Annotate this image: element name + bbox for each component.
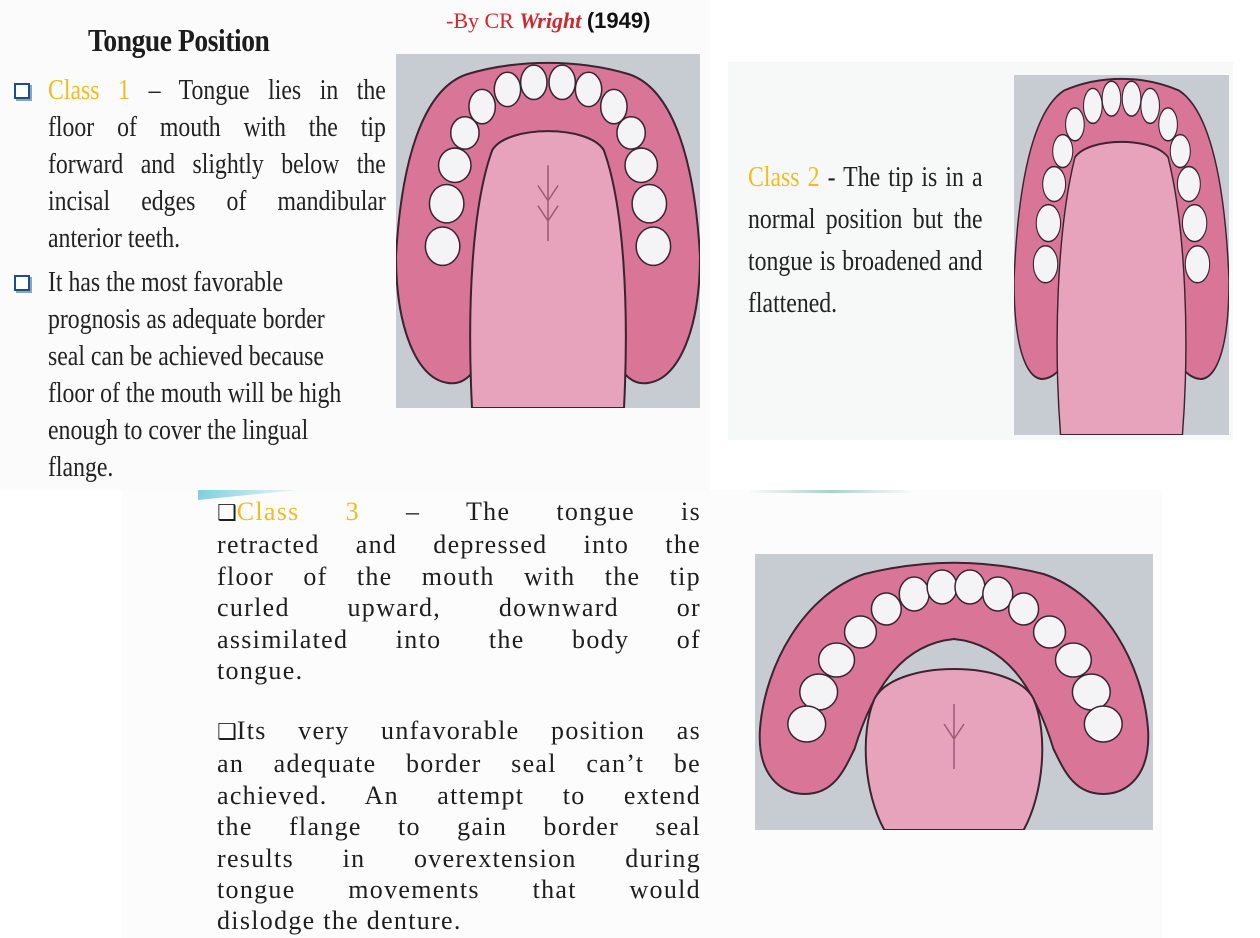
class-1-note-line: prognosis as adequate border (48, 303, 325, 335)
class-1-line: anterior teeth. (48, 222, 181, 254)
hollow-square-icon (14, 275, 30, 291)
class-1-illustration (396, 54, 700, 408)
mandibular-arch-icon (755, 554, 1153, 830)
class-3-line: retracted and depressed into the (217, 530, 701, 560)
class-3-label: Class 3 (236, 497, 360, 526)
class-2-description (748, 156, 983, 324)
class-3-note-line: the flange to gain border seal (217, 812, 701, 842)
class-2-label: Class 2 (748, 161, 820, 193)
class-3-note-line: tongue movements that would (217, 875, 701, 905)
class-1-description (48, 72, 386, 257)
class-1-label: Class 1 (48, 74, 130, 106)
class-1-note (48, 264, 386, 486)
class-3-note-line: an adequate border seal can’t be (217, 749, 701, 779)
class-2-line: flattened. (748, 287, 838, 319)
class-3-line: tongue. (217, 656, 304, 686)
class-3-description (217, 496, 701, 686)
byline-author: Wright (519, 8, 582, 33)
class-1-line: – Tongue lies in the (130, 74, 386, 106)
class-1-note-line: It has the most favorable (48, 266, 284, 298)
mandibular-arch-icon (396, 54, 700, 408)
class-3-note (217, 715, 701, 937)
class-1-note-line: seal can be achieved because (48, 340, 324, 372)
class-3-line: assimilated into the body of (217, 624, 701, 654)
hollow-square-icon: ❑ (217, 501, 237, 526)
class-1-line: incisal edges of mandibular (48, 185, 386, 217)
decorative-accent-line (748, 490, 913, 493)
page-title: Tongue Position (88, 22, 270, 58)
class-2-illustration (1014, 75, 1229, 435)
mandibular-arch-icon (1014, 75, 1229, 435)
class-2-line: tongue is broadened and (748, 245, 983, 277)
class-3-note-line: Its very unfavorable position as (236, 716, 701, 745)
class-3-line: curled upward, downward or (217, 593, 701, 623)
class-3-line: floor of the mouth with the tip (217, 561, 701, 591)
byline-year: (1949) (586, 8, 651, 33)
class-3-note-line: results in overextension during (217, 843, 701, 873)
class-2-line: normal position but the (748, 203, 983, 235)
class-3-note-line: achieved. An attempt to extend (217, 780, 701, 810)
class-3-illustration (755, 554, 1153, 830)
byline-prefix: -By CR (446, 8, 520, 33)
hollow-square-icon (14, 83, 30, 99)
byline (446, 8, 650, 34)
class-1-line: floor of mouth with the tip (48, 111, 386, 143)
class-1-line: forward and slightly below the (48, 148, 386, 180)
class-2-line: - The tip is in a (819, 161, 983, 193)
hollow-square-icon: ❑ (217, 720, 237, 745)
class-1-note-line: enough to cover the lingual (48, 414, 309, 446)
class-1-note-line: floor of the mouth will be high (48, 377, 342, 409)
class-3-note-line: dislodge the denture. (217, 906, 462, 936)
class-3-line: – The tongue is (359, 497, 701, 526)
class-1-note-line: flange. (48, 451, 114, 483)
